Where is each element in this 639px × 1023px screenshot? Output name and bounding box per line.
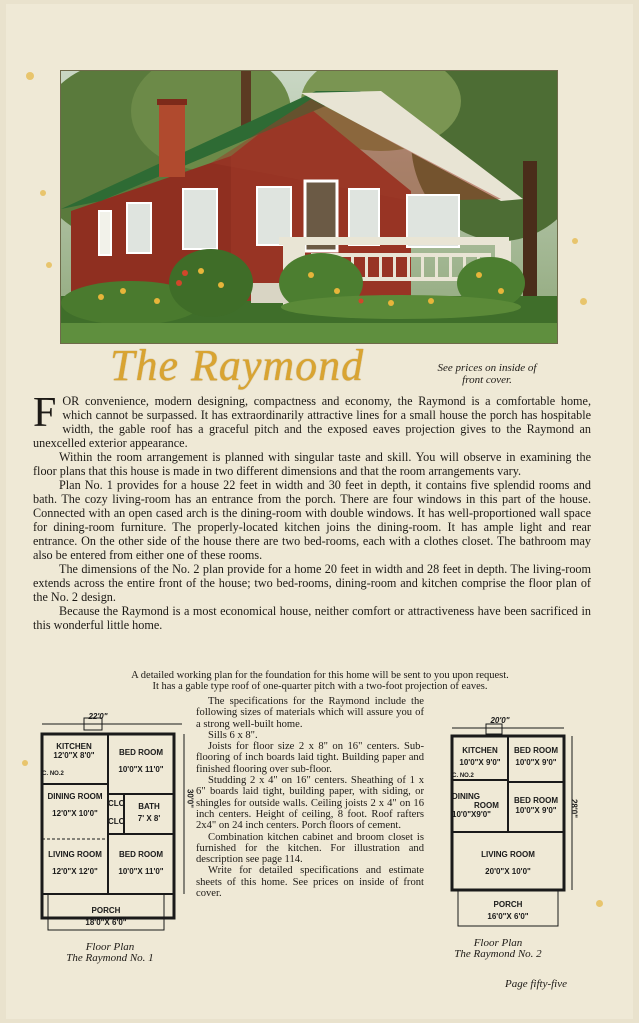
room-size: 12'0"X 10'0" (52, 809, 98, 818)
floor-plan-1 (34, 714, 194, 936)
flower-ornament (596, 900, 603, 907)
room-name: KITCHEN (56, 742, 92, 751)
flower-ornament (40, 190, 46, 196)
plan1-closet-2: CLO (108, 817, 125, 826)
caption-line: The Raymond No. 2 (454, 948, 542, 960)
room-name: BED ROOM (514, 746, 558, 755)
spec-paragraph: Studding 2 x 4" on 16" centers. Sheathing of 1 x 6" boards laid tight, building paper, with siding, or shingles for outside walls. Ceiling joists 2 x 4" on 16 inch centers. Height of ceiling, 8 foot. Roof rafters 2x4" on 24 inch centers. Porch floors of cement. (196, 775, 424, 832)
plan1-closet-1: CLO (108, 799, 125, 808)
room-size: 10'0"X 9'0" (515, 758, 557, 767)
spec-paragraph: The specifications for the Raymond include the following sizes of materials which will assure you of a strong well-built home. (196, 696, 424, 730)
caption-line: The Raymond No. 1 (66, 952, 154, 964)
plan2-caption (430, 938, 566, 960)
plan2-porch (458, 900, 558, 921)
flower-ornament (46, 262, 52, 268)
paragraph (33, 390, 591, 450)
page-title: The Raymond (110, 341, 365, 390)
plan1-depth-dimension: 30'0" (185, 788, 195, 809)
plan2-depth-dimension: 28'0" (569, 798, 579, 819)
caption-line: Floor Plan (473, 937, 523, 949)
room-size: 18'0"X 6'0" (85, 918, 127, 927)
room-name: BATH (138, 802, 160, 811)
plan1-living-room (42, 850, 108, 876)
spec-paragraph: Sills 6 x 8". (208, 729, 258, 741)
price-note-line: See prices on inside of (437, 362, 537, 374)
room-name: DINING ROOM (47, 792, 103, 801)
room-size: 10'0"X9'0" (452, 810, 491, 819)
plan1-bedroom-2 (110, 850, 172, 876)
plan2-bedroom-2 (508, 796, 564, 815)
paragraph: Within the room arrangement is planned with singular taste and skill. You will observe in examining the floor plans that this house is made in two different dimensions and that the room arrangements vary. (33, 450, 591, 478)
room-size: 10'0"X 9'0" (515, 806, 557, 815)
plan1-porch (48, 906, 164, 927)
price-note-line: front cover. (462, 374, 512, 386)
plan1-width-dimension: 22'0" (88, 712, 108, 721)
room-size: 10'0"X 9'0" (459, 758, 501, 767)
room-size: 16'0"X 6'0" (487, 912, 529, 921)
room-name: LIVING ROOM (48, 850, 102, 859)
spec-paragraph: Combination kitchen cabinet and broom closet is furnished for the kitchen. For illustration and description see page 114. (196, 831, 424, 866)
plan2-living-room (452, 850, 564, 876)
plan2-kitchen (452, 746, 508, 767)
paragraph: The dimensions of the No. 2 plan provide for a home 20 feet in width and 28 feet in depth. The living-room extends across the entire front of the house; two bed-rooms, dining-room and kitchen comprise the floor plan of the No. 2 design. (33, 562, 591, 604)
room-size: 10'0"X 11'0" (118, 867, 164, 876)
room-name: DINING (452, 792, 480, 801)
house-illustration (60, 70, 558, 344)
room-size: 12'0"X 12'0" (52, 867, 98, 876)
room-size: 12'0"X 8'0" (53, 751, 95, 760)
room-name: LIVING ROOM (481, 850, 535, 859)
price-note (402, 362, 572, 386)
paragraph-text: OR convenience, modern designing, compactness and economy, the Raymond is a comfortable home, which cannot be surpassed. It has extraordinarily attractive lines for a small house the porch has hospitable width, the gable roof has a graceful pitch and the exposed eaves projection gives to the Raymond an unexcelled exterior appearance. (33, 394, 591, 450)
room-name: BED ROOM (119, 748, 163, 757)
room-size: 20'0"X 10'0" (485, 867, 531, 876)
drop-cap: F (33, 390, 57, 436)
floor-plan-2 (444, 716, 594, 932)
plan1-bedroom-1 (110, 748, 172, 774)
description-text (33, 390, 591, 632)
flower-ornament (580, 298, 587, 305)
plan1-caption (40, 942, 180, 964)
specifications-text (196, 696, 424, 899)
room-name: PORCH (91, 906, 121, 915)
flower-ornament (572, 238, 578, 244)
room-name: BED ROOM (119, 850, 163, 859)
spec-paragraph: Write for detailed specifications and estimate sheets of this home. See prices on inside of front cover. (196, 865, 424, 900)
plan1-kitchen (44, 742, 104, 760)
spec-paragraph: Joists for floor size 2 x 8" on 16" centers. Sub-flooring of inch boards laid tight. Building paper and finished flooring over sub-floor. (196, 741, 424, 775)
plan1-bath (126, 802, 172, 823)
plan2-width-dimension: 20'0" (490, 716, 510, 725)
roof-note: It has a gable type roof of one-quarter pitch with a two-foot projection of eaves. (152, 681, 488, 692)
plan2-bedroom-1 (508, 746, 564, 767)
plan1-dining-room (42, 792, 108, 818)
paragraph: Plan No. 1 provides for a house 22 feet in width and 30 feet in depth, it contains five splendid rooms and bath. The cozy living-room has an entrance from the porch. There are four windows in this part of the house. Connected with an open cased arch is the dining-room with double windows. It has well-proportioned wall space for dining-room furniture. The properly-located kitchen joins the dining-room. It has ample light and rear entrance. On the other side of the house there are two bed-rooms, each with a clothes closet. The bathroom may also be entered from either one of these rooms. (33, 478, 591, 562)
room-size: 10'0"X 11'0" (118, 765, 164, 774)
flower-ornament (26, 72, 34, 80)
paragraph: Because the Raymond is a most economical house, neither comfort or attractiveness have been sacrificed in this wonderful little home. (33, 604, 591, 632)
page-number: Page fifty-five (505, 978, 567, 990)
flower-ornament (22, 760, 28, 766)
room-name: ROOM (474, 801, 499, 810)
plan1-cabinet: C. NO.2 (42, 771, 64, 777)
room-name: PORCH (493, 900, 523, 909)
room-name: BED ROOM (514, 796, 558, 805)
title-block (110, 342, 590, 392)
caption-line: Floor Plan (85, 941, 135, 953)
plan2-dining-room (452, 792, 508, 819)
foundation-note: A detailed working plan for the foundation for this home will be sent to you upon request. (131, 670, 509, 681)
room-size: 7' X 8' (137, 814, 161, 823)
plan2-cabinet: C. NO.2 (452, 773, 474, 779)
room-name: KITCHEN (462, 746, 498, 755)
